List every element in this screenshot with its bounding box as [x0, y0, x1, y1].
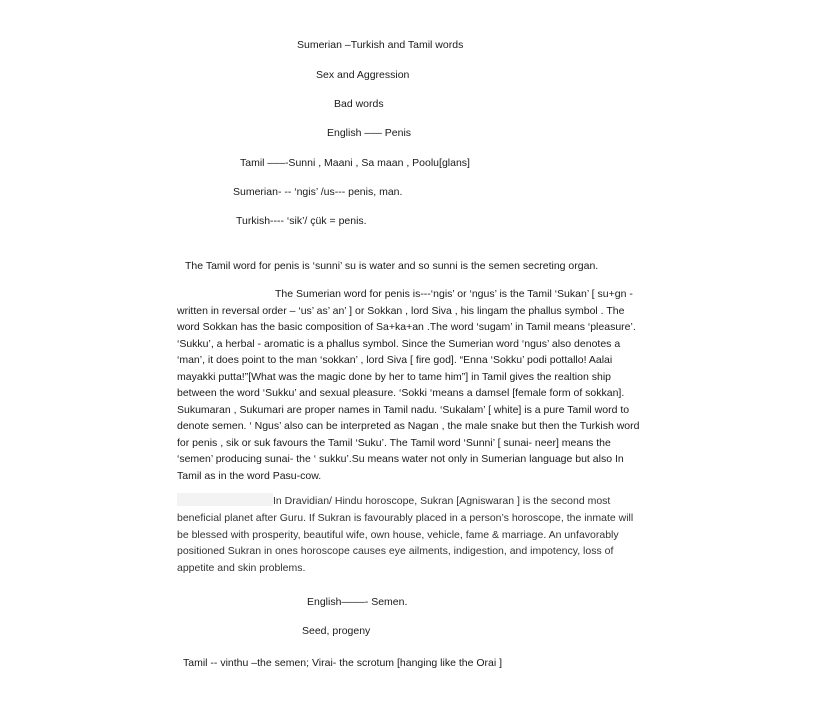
turkish-equivalents-line: Turkish---- ‘sik’/ çük = penis. [236, 215, 367, 227]
tamil-equivalents-line: Tamil –––-Sunni , Maani , Sa maan , Poolu[glans] [240, 157, 470, 169]
body-paragraph-horoscope [177, 493, 647, 577]
tamil-semen-line: Tamil -- vinthu –the semen; Virai- the scrotum [hanging like the Orai ] [183, 657, 503, 669]
section-subsubtitle: Bad words [334, 98, 384, 110]
body-paragraph-sumerian [177, 286, 647, 484]
paragraph-indent [177, 493, 273, 506]
document-title: Sumerian –Turkish and Tamil words [297, 39, 464, 51]
english-semen-line: English––––- Semen. [307, 596, 408, 608]
paragraph-text: The Sumerian word for penis is---‘ngis’ or ‘ngus’ is the Tamil ‘Sukan’ [ su+gn - written in reversal order – ‘us’ as’ an’ ] or Sokkan , lord Siva , his lingam the phallus symbol . The word Sokkan has the basic composition of Sa+ka+an .The word ‘sugam’ in Tamil means ‘pleasure’. ‘Sukku’, a herbal - aromatic is a phallus symbol. Since the Sumerian word ‘ngus’ also denotes a ‘man’, it does point to the man ‘sokkan’ , lord Siva [ fire god]. “Enna ‘Sokku’ podi pottallo! Aalai mayakki putta!”[What was the magic done by her to tame him”] in Tamil gives the realtion ship between the word ‘Sukku’ and sexual pleasure. ‘Sokki ‘means a damsel [female form of sokkan]. Sukumaran , Sukumari are proper names in Tamil nadu. ‘Sukalam’ [ white] is a pure Tamil word to denote semen. ‘ Ngus’ also can be interpreted as Nagan , the male snake but then the Turkish word for penis , sik or suk favours the Tamil ‘Suku’. The Tamil word ‘Sunni’ [ sunai- neer] means the ‘semen’ producing sunai- the ‘ sukku’.Su means water not only in Sumerian language but also In Tamil as in the word Pasu-cow. [177, 288, 640, 482]
sumerian-equivalents-line: Sumerian- -- ‘ngis’ /us--- penis, man. [233, 186, 403, 198]
seed-progeny-line: Seed, progeny [302, 625, 371, 637]
english-penis-line: English ––– Penis [327, 127, 412, 139]
paragraph-text: In Dravidian/ Hindu horoscope, Sukran [Agniswaran ] is the second most beneficial planet after Guru. If Sukran is favourably placed in a person’s horoscope, the inmate will be blessed with prosperity, beautiful wife, own house, vehicle, fame & marriage. An unfavorably positioned Sukran in ones horoscope causes eye ailments, indigestion, and impotency, loss of appetite and skin problems. [177, 495, 634, 575]
intro-sentence: The Tamil word for penis is ‘sunni’ su is water and so sunni is the semen secreting organ. [185, 260, 599, 272]
section-subtitle: Sex and Aggression [316, 69, 410, 81]
